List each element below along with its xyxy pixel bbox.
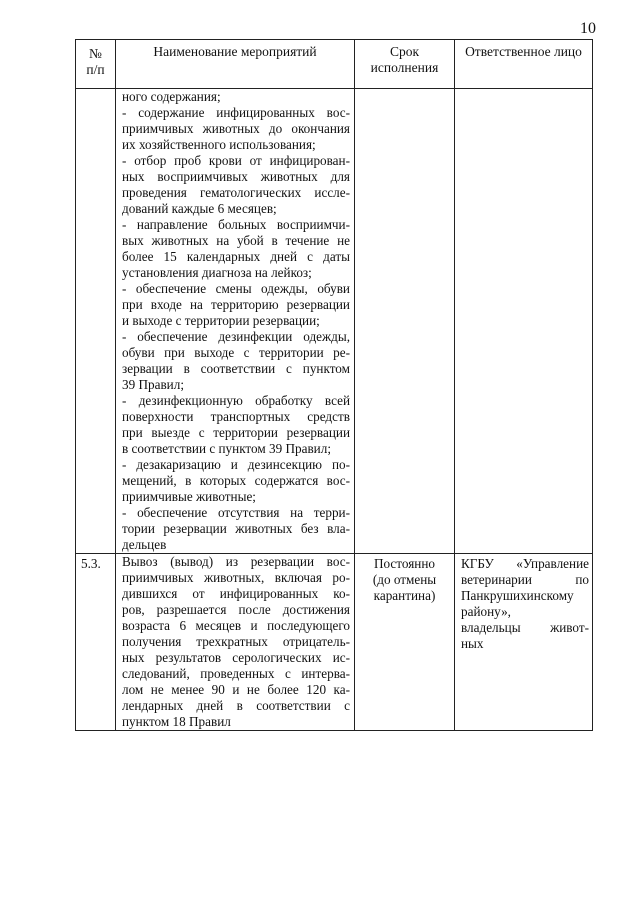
text-line: пунктом 18 Правил xyxy=(122,714,231,729)
row-number-cell xyxy=(76,89,116,554)
row-responsible xyxy=(455,554,592,652)
term-line: Постоянно xyxy=(373,556,435,571)
text-line: - обеспечение дезинфекции одежды, xyxy=(122,329,350,344)
responsible-line: владельцы живот- xyxy=(461,620,589,635)
text-line: проведения гематологических иссле- xyxy=(122,185,350,200)
table-header-row xyxy=(76,40,593,89)
text-line: тории резервации животных без вла- xyxy=(122,521,350,536)
header-responsible-text: Ответственное лицо xyxy=(465,44,582,59)
row-content xyxy=(116,554,354,730)
responsible-line: ветеринарии по xyxy=(461,572,589,587)
row-responsible xyxy=(455,89,592,91)
text-line: мещений, в которых содержатся вос- xyxy=(122,473,350,488)
text-line: дований каждые 6 месяцев; xyxy=(122,201,277,216)
text-line: дившихся от инфицированных ко- xyxy=(122,586,350,601)
row-content-cell xyxy=(116,554,355,731)
row-content-cell xyxy=(116,89,355,554)
header-term-line1: Срок xyxy=(389,44,420,59)
text-line: установления диагноза на лейкоз; xyxy=(122,265,312,280)
header-number-line2: п/п xyxy=(86,62,105,77)
text-line: - дезакаризацию и дезинсекцию по- xyxy=(122,457,350,472)
text-line: - содержание инфицированных вос- xyxy=(122,105,350,120)
text-line: при входе на территорию резервации xyxy=(122,297,350,312)
row-responsible-cell xyxy=(455,554,593,731)
text-line: - направление больных восприимчи- xyxy=(122,217,350,232)
text-line: вых животных на убой в течение не xyxy=(122,233,350,248)
term-line: (до отмены xyxy=(372,572,437,587)
text-line: в соответствии с пунктом 39 Правил; xyxy=(122,441,331,456)
header-term-line2: исполнения xyxy=(370,60,439,75)
header-responsible xyxy=(455,40,593,89)
row-term xyxy=(355,89,454,91)
text-line: при выезде с территории резервации xyxy=(122,425,350,440)
text-line: возраста 6 месяцев и последующего xyxy=(122,618,350,633)
text-line: Вывоз (вывод) из резервации вос- xyxy=(122,554,350,569)
row-number: 5.3. xyxy=(81,556,101,571)
text-line: приимчивые животные; xyxy=(122,489,256,504)
table-row xyxy=(76,89,593,554)
header-name-text: Наименование мероприятий xyxy=(153,44,317,59)
text-line: получения трехкратных отрицатель- xyxy=(122,634,350,649)
row-number xyxy=(76,89,115,91)
row-number-cell xyxy=(76,554,116,731)
text-line: - обеспечение отсутствия на терри- xyxy=(122,505,350,520)
text-line: ров, разрешается после достижения xyxy=(122,602,350,617)
text-line: более 15 календарных дней с даты xyxy=(122,249,350,264)
responsible-line: Панкрушихинскому xyxy=(461,588,574,603)
text-line: ного содержания; xyxy=(122,89,221,104)
text-line: 39 Правил; xyxy=(122,377,184,392)
term-line: карантина) xyxy=(373,588,436,603)
text-line: их хозяйственного использования; xyxy=(122,137,316,152)
header-term xyxy=(355,40,455,89)
text-line: ных результатов серологических ис- xyxy=(122,650,350,665)
measures-table xyxy=(75,39,593,731)
text-line: дельцев xyxy=(122,537,167,552)
text-line: приимчивых животных, включая ро- xyxy=(122,570,350,585)
row-term-cell xyxy=(355,554,455,731)
text-line: - дезинфекционную обработку всей xyxy=(122,393,350,408)
page-number: 10 xyxy=(580,20,596,37)
row-responsible-cell xyxy=(455,89,593,554)
table-row xyxy=(76,554,593,731)
header-number-line1: № xyxy=(89,46,102,61)
header-number xyxy=(76,40,116,89)
text-line: лом не менее 90 и не более 120 ка- xyxy=(122,682,350,697)
responsible-line: району», xyxy=(461,604,511,619)
text-line: - отбор проб крови от инфицирован- xyxy=(122,153,350,168)
text-line: следований, проведенных с интерва- xyxy=(122,666,350,681)
text-line: и выходе с территории резервации; xyxy=(122,313,320,328)
text-line: обуви при выходе с территории ре- xyxy=(122,345,350,360)
text-line: ных восприимчивых животных для xyxy=(122,169,350,184)
responsible-line: ных xyxy=(461,636,484,651)
row-term xyxy=(355,554,454,604)
text-line: лендарных дней в соответствии с xyxy=(122,698,350,713)
text-line: зервации в соответствии с пунктом xyxy=(122,361,350,376)
text-line: - обеспечение смены одежды, обуви xyxy=(122,281,350,296)
text-line: приимчивых животных до окончания xyxy=(122,121,350,136)
row-term-cell xyxy=(355,89,455,554)
text-line: поверхности транспортных средств xyxy=(122,409,350,424)
row-content xyxy=(116,89,354,553)
header-name xyxy=(116,40,355,89)
responsible-line: КГБУ «Управление xyxy=(461,556,589,571)
